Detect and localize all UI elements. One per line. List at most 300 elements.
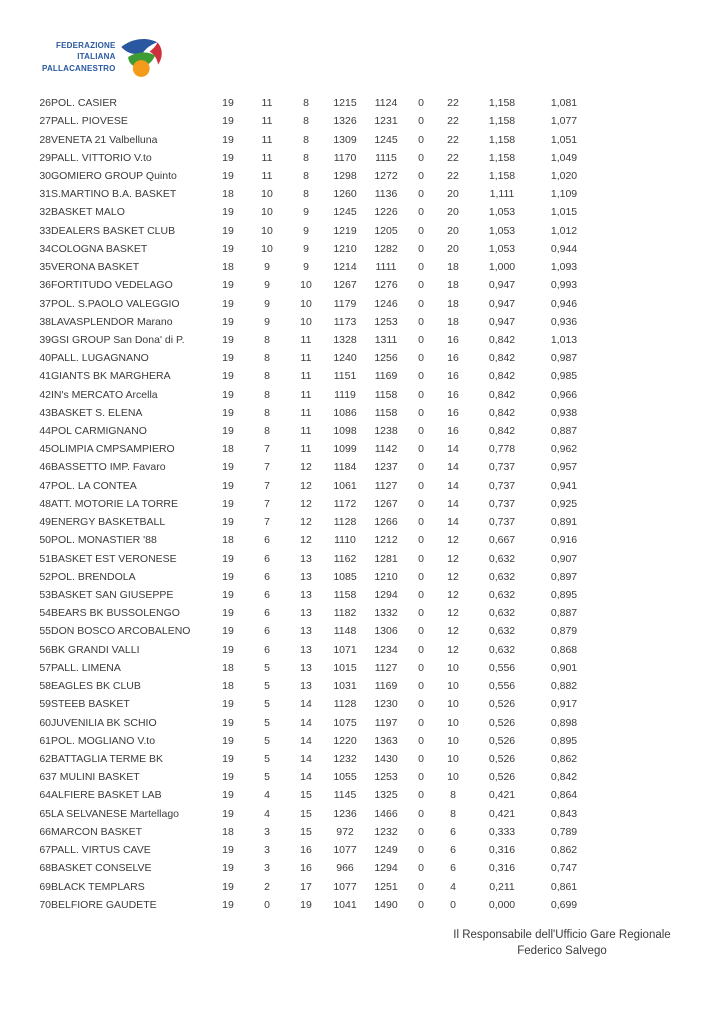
cell-win_ratio: 0,333 xyxy=(488,825,516,838)
cell-win_ratio: 1,158 xyxy=(488,151,516,164)
cell-win_ratio: 0,842 xyxy=(488,352,516,365)
cell-won: 3 xyxy=(264,844,270,857)
cell-points: 22 xyxy=(447,169,459,182)
cell-points_for: 1214 xyxy=(333,261,357,274)
cell-rank: 34 xyxy=(39,242,51,255)
cell-points_ratio: 0,897 xyxy=(550,570,578,583)
table-row xyxy=(27,859,595,877)
cell-won: 5 xyxy=(264,716,270,729)
cell-points_ratio: 0,966 xyxy=(550,388,578,401)
cell-team: PALL. VIRTUS CAVE xyxy=(51,844,151,857)
cell-points_ratio: 0,868 xyxy=(550,643,578,656)
table-row xyxy=(27,112,595,130)
cell-points_ratio: 0,879 xyxy=(550,625,578,638)
cell-won: 6 xyxy=(264,552,270,565)
cell-points_against: 1363 xyxy=(374,734,398,747)
cell-team: POL. LA CONTEA xyxy=(51,479,137,492)
cell-points: 14 xyxy=(447,461,459,474)
cell-rank: 64 xyxy=(39,789,51,802)
cell-points_for: 1179 xyxy=(333,297,357,310)
cell-points_for: 1245 xyxy=(333,206,357,219)
table-row xyxy=(27,349,595,367)
table-row xyxy=(27,258,595,276)
cell-points_for: 1085 xyxy=(333,570,357,583)
cell-points_for: 1098 xyxy=(333,425,357,438)
cell-won: 3 xyxy=(264,825,270,838)
cell-played: 19 xyxy=(222,497,234,510)
cell-win_ratio: 0,632 xyxy=(488,625,516,638)
table-row xyxy=(27,149,595,167)
cell-win_ratio: 0,842 xyxy=(488,333,516,346)
cell-points_against: 1158 xyxy=(374,388,398,401)
cell-points_for: 1219 xyxy=(333,224,357,237)
table-row xyxy=(27,222,595,240)
cell-forfeits: 0 xyxy=(418,352,424,365)
cell-rank: 65 xyxy=(39,807,51,820)
cell-lost: 11 xyxy=(300,443,312,456)
cell-team: IN's MERCATO Arcella xyxy=(51,388,158,401)
cell-points_ratio: 1,020 xyxy=(550,169,578,182)
cell-team: JUVENILIA BK SCHIO xyxy=(51,716,157,729)
cell-rank: 30 xyxy=(39,169,51,182)
cell-played: 19 xyxy=(222,807,234,820)
cell-played: 19 xyxy=(222,479,234,492)
cell-won: 6 xyxy=(264,643,270,656)
cell-forfeits: 0 xyxy=(418,443,424,456)
cell-forfeits: 0 xyxy=(418,625,424,638)
cell-played: 19 xyxy=(222,133,234,146)
cell-lost: 12 xyxy=(300,534,312,547)
cell-points_against: 1169 xyxy=(374,370,398,383)
cell-lost: 14 xyxy=(300,771,312,784)
cell-forfeits: 0 xyxy=(418,133,424,146)
signature-title: Il Responsabile dell'Ufficio Gare Regionale xyxy=(453,929,671,941)
cell-points_against: 1111 xyxy=(375,261,397,274)
cell-team: ALFIERE BASKET LAB xyxy=(51,789,162,802)
cell-points_ratio: 0,941 xyxy=(550,479,578,492)
cell-played: 18 xyxy=(222,661,234,674)
cell-points_ratio: 0,789 xyxy=(550,825,578,838)
cell-forfeits: 0 xyxy=(418,552,424,565)
cell-played: 19 xyxy=(222,643,234,656)
table-row xyxy=(27,94,595,112)
cell-points: 4 xyxy=(450,880,456,893)
cell-played: 19 xyxy=(222,771,234,784)
cell-points_for: 1158 xyxy=(333,589,357,602)
cell-win_ratio: 0,842 xyxy=(488,370,516,383)
cell-points_against: 1142 xyxy=(374,443,398,456)
cell-rank: 48 xyxy=(39,497,51,510)
cell-forfeits: 0 xyxy=(418,425,424,438)
cell-points_ratio: 0,985 xyxy=(550,370,578,383)
cell-won: 5 xyxy=(264,680,270,693)
cell-win_ratio: 0,316 xyxy=(488,844,516,857)
cell-forfeits: 0 xyxy=(418,315,424,328)
cell-points_ratio: 0,887 xyxy=(550,425,578,438)
cell-points: 16 xyxy=(447,406,459,419)
cell-win_ratio: 1,158 xyxy=(488,97,516,110)
cell-points: 22 xyxy=(447,151,459,164)
cell-won: 6 xyxy=(264,589,270,602)
cell-points_ratio: 0,862 xyxy=(550,844,578,857)
cell-rank: 63 xyxy=(39,771,51,784)
table-row xyxy=(27,331,595,349)
cell-won: 8 xyxy=(264,333,270,346)
cell-lost: 10 xyxy=(300,279,312,292)
cell-points_for: 1182 xyxy=(333,607,357,620)
cell-rank: 56 xyxy=(39,643,51,656)
cell-rank: 52 xyxy=(39,570,51,583)
cell-lost: 14 xyxy=(300,716,312,729)
cell-team: 7 MULINI BASKET xyxy=(51,771,140,784)
cell-points_for: 1077 xyxy=(333,844,357,857)
cell-win_ratio: 0,778 xyxy=(488,443,516,456)
cell-win_ratio: 0,632 xyxy=(488,589,516,602)
cell-forfeits: 0 xyxy=(418,570,424,583)
cell-lost: 19 xyxy=(300,898,312,911)
cell-rank: 27 xyxy=(39,115,51,128)
cell-played: 19 xyxy=(222,206,234,219)
cell-played: 18 xyxy=(222,443,234,456)
cell-points_ratio: 0,861 xyxy=(550,880,578,893)
cell-forfeits: 0 xyxy=(418,97,424,110)
cell-win_ratio: 0,526 xyxy=(488,734,516,747)
cell-points: 10 xyxy=(447,716,459,729)
cell-lost: 8 xyxy=(303,151,309,164)
cell-points_against: 1115 xyxy=(375,151,397,164)
cell-points_ratio: 0,843 xyxy=(550,807,578,820)
cell-points_against: 1210 xyxy=(374,570,398,583)
cell-lost: 17 xyxy=(300,880,312,893)
cell-team: PALL. LUGAGNANO xyxy=(51,352,149,365)
table-row xyxy=(27,458,595,476)
cell-points_against: 1253 xyxy=(374,771,398,784)
cell-won: 7 xyxy=(264,516,270,529)
cell-win_ratio: 0,842 xyxy=(488,388,516,401)
cell-win_ratio: 0,737 xyxy=(488,479,516,492)
cell-forfeits: 0 xyxy=(418,807,424,820)
cell-won: 10 xyxy=(261,206,273,219)
cell-points_for: 966 xyxy=(336,862,354,875)
cell-points: 14 xyxy=(447,516,459,529)
cell-points: 6 xyxy=(450,844,456,857)
cell-points_against: 1237 xyxy=(374,461,398,474)
cell-team: BK GRANDI VALLI xyxy=(51,643,140,656)
cell-played: 19 xyxy=(222,97,234,110)
cell-forfeits: 0 xyxy=(418,589,424,602)
cell-points: 12 xyxy=(447,625,459,638)
cell-played: 19 xyxy=(222,589,234,602)
cell-team: POL. S.PAOLO VALEGGIO xyxy=(51,297,180,310)
cell-rank: 35 xyxy=(39,261,51,274)
cell-points_against: 1245 xyxy=(374,133,398,146)
cell-played: 19 xyxy=(222,224,234,237)
cell-won: 11 xyxy=(261,169,273,182)
table-row xyxy=(27,622,595,640)
cell-points_ratio: 0,987 xyxy=(550,352,578,365)
cell-points_against: 1267 xyxy=(374,497,398,510)
cell-lost: 9 xyxy=(303,224,309,237)
cell-rank: 43 xyxy=(39,406,51,419)
cell-points: 0 xyxy=(450,898,456,911)
table-row xyxy=(27,841,595,859)
cell-played: 19 xyxy=(222,388,234,401)
cell-points_ratio: 1,077 xyxy=(550,115,578,128)
cell-forfeits: 0 xyxy=(418,789,424,802)
cell-rank: 49 xyxy=(39,516,51,529)
cell-points: 16 xyxy=(447,388,459,401)
cell-points: 20 xyxy=(447,206,459,219)
cell-points_ratio: 0,907 xyxy=(550,552,578,565)
cell-lost: 12 xyxy=(300,497,312,510)
cell-points_for: 1267 xyxy=(333,279,357,292)
cell-forfeits: 0 xyxy=(418,825,424,838)
cell-team: BASSETTO IMP. Favaro xyxy=(51,461,166,474)
cell-won: 2 xyxy=(264,880,270,893)
cell-team: ENERGY BASKETBALL xyxy=(51,516,166,529)
cell-won: 11 xyxy=(261,133,273,146)
cell-forfeits: 0 xyxy=(418,224,424,237)
cell-rank: 69 xyxy=(39,880,51,893)
cell-played: 19 xyxy=(222,297,234,310)
cell-rank: 58 xyxy=(39,680,51,693)
cell-points: 12 xyxy=(447,552,459,565)
cell-lost: 15 xyxy=(300,807,312,820)
cell-lost: 15 xyxy=(300,825,312,838)
cell-played: 19 xyxy=(222,151,234,164)
cell-lost: 13 xyxy=(300,625,312,638)
cell-forfeits: 0 xyxy=(418,115,424,128)
cell-points_ratio: 0,895 xyxy=(550,589,578,602)
table-row xyxy=(27,294,595,312)
cell-win_ratio: 0,316 xyxy=(488,862,516,875)
cell-won: 5 xyxy=(264,698,270,711)
table-row xyxy=(27,240,595,258)
cell-win_ratio: 0,632 xyxy=(488,643,516,656)
cell-won: 8 xyxy=(264,388,270,401)
cell-forfeits: 0 xyxy=(418,862,424,875)
cell-win_ratio: 0,421 xyxy=(488,807,516,820)
cell-points_against: 1238 xyxy=(374,425,398,438)
cell-rank: 36 xyxy=(39,279,51,292)
cell-points_against: 1266 xyxy=(374,516,398,529)
cell-points: 14 xyxy=(447,443,459,456)
cell-points: 14 xyxy=(447,497,459,510)
cell-played: 19 xyxy=(222,844,234,857)
cell-played: 19 xyxy=(222,898,234,911)
cell-lost: 13 xyxy=(300,680,312,693)
cell-played: 18 xyxy=(222,680,234,693)
cell-won: 7 xyxy=(264,443,270,456)
cell-rank: 33 xyxy=(39,224,51,237)
cell-points_against: 1226 xyxy=(374,206,398,219)
cell-win_ratio: 1,053 xyxy=(488,242,516,255)
cell-points_for: 1151 xyxy=(333,370,357,383)
cell-win_ratio: 0,632 xyxy=(488,570,516,583)
cell-team: POL. BRENDOLA xyxy=(51,570,136,583)
cell-lost: 13 xyxy=(300,607,312,620)
cell-team: OLIMPIA CMPSAMPIERO xyxy=(51,443,175,456)
cell-team: FORTITUDO VEDELAGO xyxy=(51,279,173,292)
cell-played: 19 xyxy=(222,333,234,346)
cell-win_ratio: 0,667 xyxy=(488,534,516,547)
cell-rank: 54 xyxy=(39,607,51,620)
cell-rank: 29 xyxy=(39,151,51,164)
cell-rank: 40 xyxy=(39,352,51,365)
cell-points_against: 1490 xyxy=(374,898,398,911)
cell-points_for: 1210 xyxy=(333,242,357,255)
cell-points_for: 1077 xyxy=(333,880,357,893)
cell-played: 18 xyxy=(222,261,234,274)
cell-team: LA SELVANESE Martellago xyxy=(51,807,180,820)
cell-points_ratio: 0,895 xyxy=(550,734,578,747)
cell-team: BASKET S. ELENA xyxy=(51,406,143,419)
cell-forfeits: 0 xyxy=(418,898,424,911)
cell-rank: 39 xyxy=(39,333,51,346)
table-row xyxy=(27,713,595,731)
cell-forfeits: 0 xyxy=(418,534,424,547)
cell-won: 8 xyxy=(264,370,270,383)
cell-team: LAVASPLENDOR Marano xyxy=(51,315,173,328)
cell-points_ratio: 0,944 xyxy=(550,242,578,255)
cell-points_for: 1184 xyxy=(333,461,357,474)
cell-lost: 11 xyxy=(300,406,312,419)
cell-points_for: 1240 xyxy=(333,352,357,365)
cell-points_against: 1466 xyxy=(374,807,398,820)
cell-team: GIANTS BK MARGHERA xyxy=(51,370,171,383)
cell-rank: 45 xyxy=(39,443,51,456)
cell-won: 10 xyxy=(261,224,273,237)
cell-lost: 9 xyxy=(303,261,309,274)
cell-rank: 47 xyxy=(39,479,51,492)
cell-points_for: 1328 xyxy=(333,333,357,346)
cell-played: 19 xyxy=(222,789,234,802)
table-row xyxy=(27,677,595,695)
cell-win_ratio: 1,000 xyxy=(488,261,516,274)
cell-forfeits: 0 xyxy=(418,370,424,383)
cell-rank: 61 xyxy=(39,734,51,747)
cell-points: 12 xyxy=(447,570,459,583)
table-row xyxy=(27,877,595,895)
cell-lost: 8 xyxy=(303,97,309,110)
cell-points: 10 xyxy=(447,661,459,674)
cell-played: 19 xyxy=(222,625,234,638)
cell-rank: 60 xyxy=(39,716,51,729)
cell-forfeits: 0 xyxy=(418,716,424,729)
cell-won: 5 xyxy=(264,752,270,765)
cell-points_ratio: 0,699 xyxy=(550,898,578,911)
cell-won: 5 xyxy=(264,771,270,784)
cell-rank: 38 xyxy=(39,315,51,328)
cell-points_against: 1253 xyxy=(374,315,398,328)
cell-won: 5 xyxy=(264,734,270,747)
cell-win_ratio: 0,556 xyxy=(488,680,516,693)
cell-points: 22 xyxy=(447,115,459,128)
cell-lost: 16 xyxy=(300,862,312,875)
cell-lost: 16 xyxy=(300,844,312,857)
cell-played: 18 xyxy=(222,534,234,547)
signature-name: Federico Salvego xyxy=(517,944,607,957)
cell-played: 19 xyxy=(222,169,234,182)
table-row xyxy=(27,203,595,221)
cell-rank: 44 xyxy=(39,425,51,438)
table-row xyxy=(27,167,595,185)
cell-lost: 15 xyxy=(300,789,312,802)
cell-lost: 11 xyxy=(300,352,312,365)
cell-points_against: 1311 xyxy=(374,333,398,346)
cell-points_for: 1298 xyxy=(333,169,357,182)
cell-won: 9 xyxy=(264,279,270,292)
cell-forfeits: 0 xyxy=(418,297,424,310)
cell-points_against: 1212 xyxy=(374,534,398,547)
cell-points_ratio: 0,882 xyxy=(550,680,578,693)
cell-played: 19 xyxy=(222,862,234,875)
cell-team: PALL. PIOVESE xyxy=(51,115,128,128)
cell-points: 16 xyxy=(447,333,459,346)
cell-points_ratio: 0,916 xyxy=(550,534,578,547)
cell-win_ratio: 0,842 xyxy=(488,406,516,419)
cell-points: 12 xyxy=(447,607,459,620)
cell-won: 9 xyxy=(264,297,270,310)
table-row xyxy=(27,276,595,294)
cell-points_ratio: 0,842 xyxy=(550,771,578,784)
cell-rank: 32 xyxy=(39,206,51,219)
cell-rank: 41 xyxy=(39,370,51,383)
cell-forfeits: 0 xyxy=(418,734,424,747)
cell-win_ratio: 0,000 xyxy=(488,898,516,911)
cell-played: 19 xyxy=(222,242,234,255)
basketball-logo-icon xyxy=(119,33,165,81)
cell-points_for: 1099 xyxy=(333,443,357,456)
cell-win_ratio: 0,632 xyxy=(488,552,516,565)
cell-lost: 9 xyxy=(303,242,309,255)
cell-points_ratio: 0,901 xyxy=(550,661,578,674)
table-row xyxy=(27,185,595,203)
cell-points_ratio: 0,936 xyxy=(550,315,578,328)
cell-played: 19 xyxy=(222,570,234,583)
table-row xyxy=(27,404,595,422)
federation-logo-text xyxy=(42,40,116,74)
cell-rank: 28 xyxy=(39,133,51,146)
cell-win_ratio: 1,158 xyxy=(488,169,516,182)
cell-played: 19 xyxy=(222,425,234,438)
cell-points: 10 xyxy=(447,680,459,693)
cell-points_against: 1430 xyxy=(374,752,398,765)
cell-won: 11 xyxy=(261,97,273,110)
cell-win_ratio: 0,526 xyxy=(488,752,516,765)
cell-lost: 13 xyxy=(300,661,312,674)
signature-block xyxy=(432,928,692,960)
cell-points_against: 1231 xyxy=(374,115,398,128)
cell-played: 19 xyxy=(222,279,234,292)
cell-forfeits: 0 xyxy=(418,461,424,474)
cell-points: 10 xyxy=(447,734,459,747)
cell-forfeits: 0 xyxy=(418,406,424,419)
cell-points_against: 1306 xyxy=(374,625,398,638)
cell-won: 4 xyxy=(264,807,270,820)
cell-points: 20 xyxy=(447,224,459,237)
table-row xyxy=(27,440,595,458)
cell-points_for: 1055 xyxy=(333,771,357,784)
cell-team: BASKET EST VERONESE xyxy=(51,552,177,565)
cell-points_ratio: 0,747 xyxy=(550,862,578,875)
cell-points_ratio: 0,898 xyxy=(550,716,578,729)
cell-rank: 68 xyxy=(39,862,51,875)
cell-points_for: 1232 xyxy=(333,752,357,765)
cell-team: POL CARMIGNANO xyxy=(51,425,147,438)
cell-rank: 50 xyxy=(39,534,51,547)
cell-points_for: 1309 xyxy=(333,133,357,146)
